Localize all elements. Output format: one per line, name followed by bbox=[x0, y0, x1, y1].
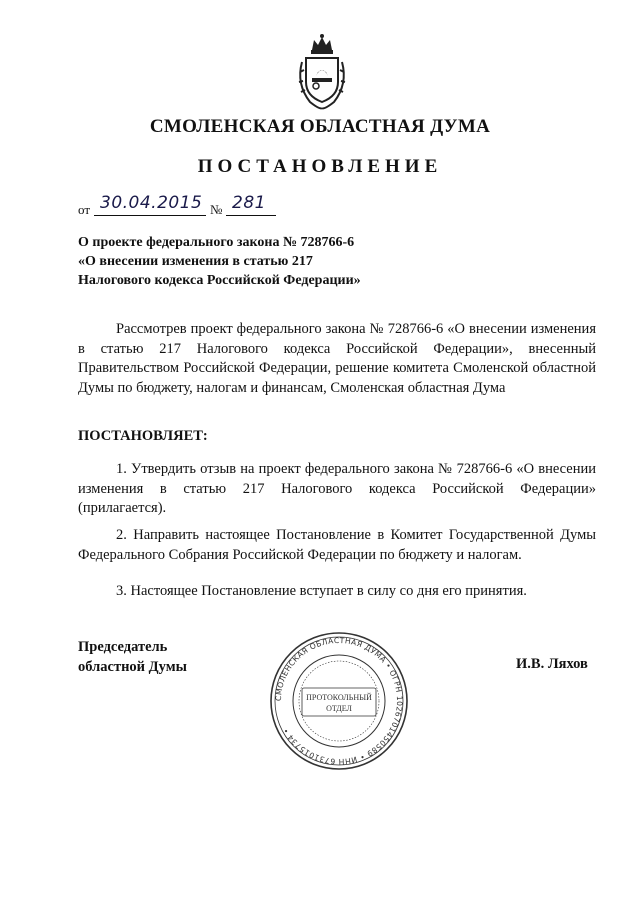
date-prefix: от bbox=[78, 202, 91, 217]
seal-center-line: ПРОТОКОЛЬНЫЙ bbox=[306, 693, 372, 702]
subject-line: Налогового кодекса Российской Федерации» bbox=[78, 273, 361, 288]
date-value: 30.04.2015 bbox=[100, 193, 203, 213]
decree-heading: ПОСТАНОВЛЯЕТ: bbox=[78, 428, 208, 444]
seal-center-line: ОТДЕЛ bbox=[326, 704, 352, 713]
date-number-line bbox=[78, 193, 378, 217]
subject-line: «О внесении изменения в статью 217 bbox=[78, 254, 313, 269]
decree-item-1: 1. Утвердить отзыв на проект федерального закона № 728766-6 «О внесении изменения в статью 217 Налогового кодекса Российской Федерации» (прилагается). bbox=[78, 461, 596, 516]
smolensk-coat-of-arms-icon bbox=[290, 32, 354, 112]
official-seal-stamp bbox=[268, 630, 410, 772]
signatory-title-line: Председатель bbox=[78, 639, 168, 655]
document-subject bbox=[78, 233, 498, 290]
subject-line: О проекте федерального закона № 728766-6 bbox=[78, 235, 355, 250]
preamble-paragraph: Рассмотрев проект федерального закона № 728766-6 «О внесении изменения в статью 217 Налогового кодекса Российской Федерации», внесенный Правительством Российской Федерации, решение комитета Смоленской областной Думы по бюджету, налогам и финансам, Смоленская областная Дума bbox=[78, 321, 596, 396]
signatory-title bbox=[78, 638, 187, 677]
signatory-title-line: областной Думы bbox=[78, 658, 187, 675]
organization-title: СМОЛЕНСКАЯ ОБЛАСТНАЯ ДУМА bbox=[149, 116, 491, 137]
decree-item-3: 3. Настоящее Постановление вступает в силу со дня его принятия. bbox=[116, 583, 527, 599]
signatory-name: И.В. Ляхов bbox=[516, 656, 588, 672]
seal-ring-text: СМОЛЕНСКАЯ ОБЛАСТНАЯ ДУМА • ОГРН 1026701450589 • ИНН 6731015734 • bbox=[273, 635, 405, 767]
decree-item-2: 2. Направить настоящее Постановление в Комитет Государственной Думы Федерального Собрания Российской Федерации по бюджету и налогам. bbox=[78, 527, 596, 563]
document-type-title: ПОСТАНОВЛЕНИЕ bbox=[197, 156, 443, 177]
number-value: 281 bbox=[232, 193, 266, 213]
number-prefix: № bbox=[210, 202, 223, 217]
